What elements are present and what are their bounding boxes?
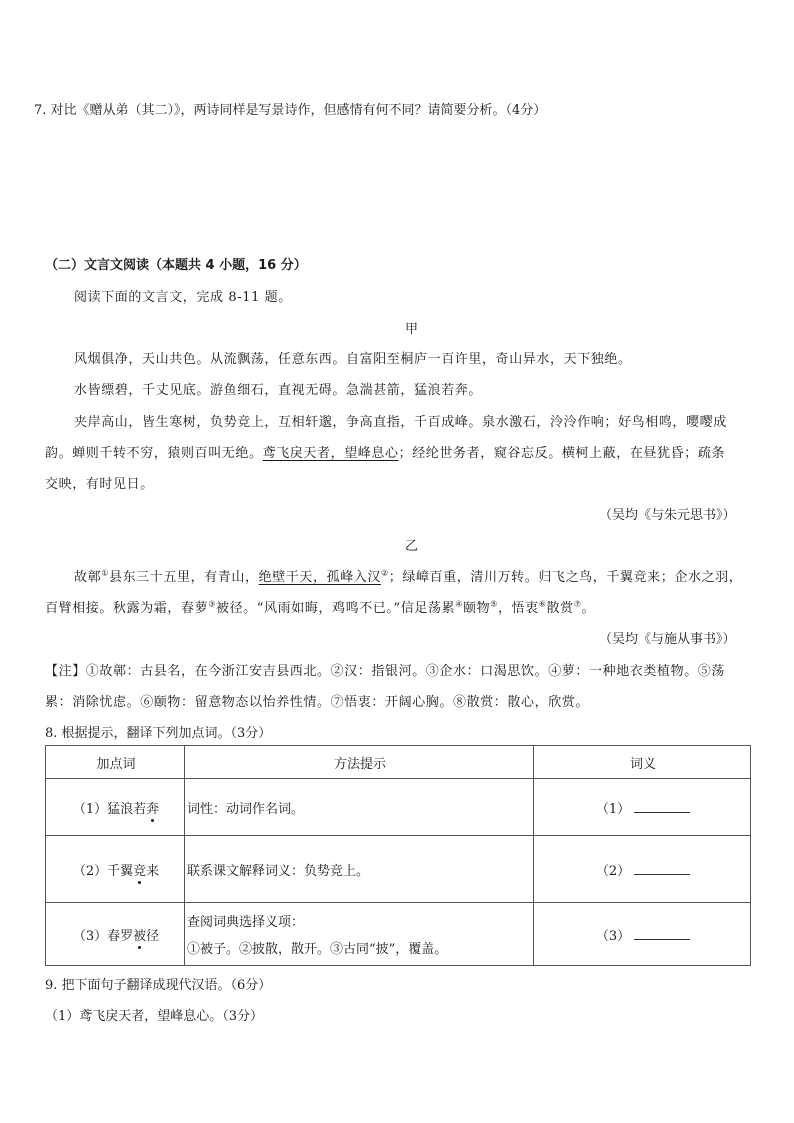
question-9-subquestion: （1）鸢飞戾天者，望峰息心。（3分） xyxy=(45,1009,264,1024)
notes-line: 【注】①故鄣：古县名，在今浙江安吉县西北。②汉：指银河。③企水：口渴思饮。④萝：一种地衣类植物。⑤荡 xyxy=(45,664,726,679)
footnote-marker: ④ xyxy=(455,599,463,609)
answer-cell xyxy=(534,903,751,966)
table-row xyxy=(46,779,751,836)
text-segment: 韵。蝉则千转不穷，猿则百叫无绝。 xyxy=(45,446,263,461)
answer-label: （2） xyxy=(595,863,631,879)
answer-label: （3） xyxy=(595,928,631,944)
question-7: 7. 对比《赠从弟（其二）》，两诗同样是写景诗作，但感情有何不同？请简要分析。（4分） xyxy=(34,103,547,118)
answer-label: （1） xyxy=(595,801,631,817)
table-row xyxy=(46,903,751,966)
word-text: （2）千翼 xyxy=(72,863,134,879)
footnote-marker: ① xyxy=(101,568,109,578)
text-segment: 县东三十五里，有青山， xyxy=(108,570,259,585)
header-cell: 词义 xyxy=(534,746,751,779)
question-8-title: 8. 根据提示，翻译下列加点词。（3分） xyxy=(45,726,272,741)
answer-blank[interactable] xyxy=(634,927,690,940)
answer-blank[interactable] xyxy=(634,800,690,813)
passage-b-source: （吴均《与施从事书》） xyxy=(599,632,736,647)
passage-a-line: 风烟俱净，天山共色。从流飘荡，任意东西。自富阳至桐庐一百许里，奇山异水，天下独绝。 xyxy=(74,352,632,367)
hint-line: 查阅词典选择义项： xyxy=(187,915,305,930)
underlined-sentence: 绝壁干天，孤峰入汉 xyxy=(258,570,381,585)
word-cell xyxy=(46,779,185,836)
passage-a-line: 水皆缥碧，千丈见底。游鱼细石，直视无碍。急湍甚箭，猛浪若奔。 xyxy=(74,383,483,398)
dotted-char: 被 xyxy=(133,925,146,944)
hint-cell: 词性：动词作名词。 xyxy=(185,779,534,836)
text-segment: ；经纶世务者，窥谷忘反。横柯上蔽，在昼犹昏；疏条 xyxy=(398,446,726,461)
text-segment: ；绿嶂百重，清川万转。归飞之鸟，千翼竞来；企水之羽， xyxy=(388,570,743,585)
word-text: 来 xyxy=(146,863,160,879)
footnote-marker: ③ xyxy=(208,599,216,609)
text-segment: 。 xyxy=(581,601,596,616)
dotted-char: 竞 xyxy=(133,860,146,879)
word-cell xyxy=(46,903,185,966)
text-segment: 故鄣 xyxy=(74,570,102,585)
notes-line: 累：消除忧虑。⑥颐物：留意物态以怡养性情。⑦悟衷：开阔心胸。⑧散赏：散心，欣赏。 xyxy=(45,695,590,710)
text-segment: 散赏 xyxy=(546,601,574,616)
section-heading: （二）文言文阅读（本题共 4 小题，16 分） xyxy=(45,258,307,273)
word-text: （3）春罗 xyxy=(72,928,134,944)
hint-cell: 联系课文解释词义：负势竞上。 xyxy=(185,836,534,903)
reading-instruction: 阅读下面的文言文，完成 8-11 题。 xyxy=(74,290,292,305)
passage-a-label: 甲 xyxy=(405,322,419,337)
passage-a-line: 交映，有时见日。 xyxy=(45,477,154,492)
passage-a-line: 夹岸高山，皆生寒树，负势竞上，互相轩邈，争高直指，千百成峰。泉水激石，泠泠作响；好鸟相鸣，嘤嘤成 xyxy=(74,415,727,430)
passage-a-line xyxy=(45,442,725,461)
passage-b-label: 乙 xyxy=(405,539,419,554)
passage-b-line xyxy=(74,566,742,585)
answer-cell xyxy=(534,779,751,836)
footnote-marker: ⑦ xyxy=(573,599,582,609)
hint-cell xyxy=(185,903,534,966)
word-text: （1）猛浪若 xyxy=(72,801,147,817)
footnote-marker: ⑥ xyxy=(538,599,547,609)
passage-a-source: （吴均《与朱元思书》） xyxy=(599,508,736,523)
text-segment: 被径。“风雨如晦，鸡鸣不已。”信足荡累 xyxy=(215,601,456,616)
dotted-char: 奔 xyxy=(146,798,159,817)
vocab-table xyxy=(45,745,751,966)
underlined-sentence: 鸢飞戾天者，望峰息心 xyxy=(262,446,399,461)
footnote-marker: ⑤ xyxy=(490,599,498,609)
hint-line: ①被子。②披散，散开。③古同“披”，覆盖。 xyxy=(187,942,448,957)
word-cell xyxy=(46,836,185,903)
question-9-title: 9. 把下面句子翻译成现代汉语。（6分） xyxy=(45,978,272,993)
header-cell: 方法提示 xyxy=(185,746,534,779)
answer-blank[interactable] xyxy=(634,862,690,875)
text-segment: 百臂相接。秋露为霜，春萝 xyxy=(45,601,209,616)
word-text: 径 xyxy=(146,928,160,944)
answer-cell xyxy=(534,836,751,903)
header-cell: 加点词 xyxy=(46,746,185,779)
footnote-marker: ② xyxy=(381,568,389,578)
text-segment: ，悟衷 xyxy=(497,601,539,616)
table-header-row xyxy=(46,746,751,779)
passage-b-line xyxy=(45,597,595,616)
table-row xyxy=(46,836,751,903)
text-segment: 颐物 xyxy=(462,601,491,616)
